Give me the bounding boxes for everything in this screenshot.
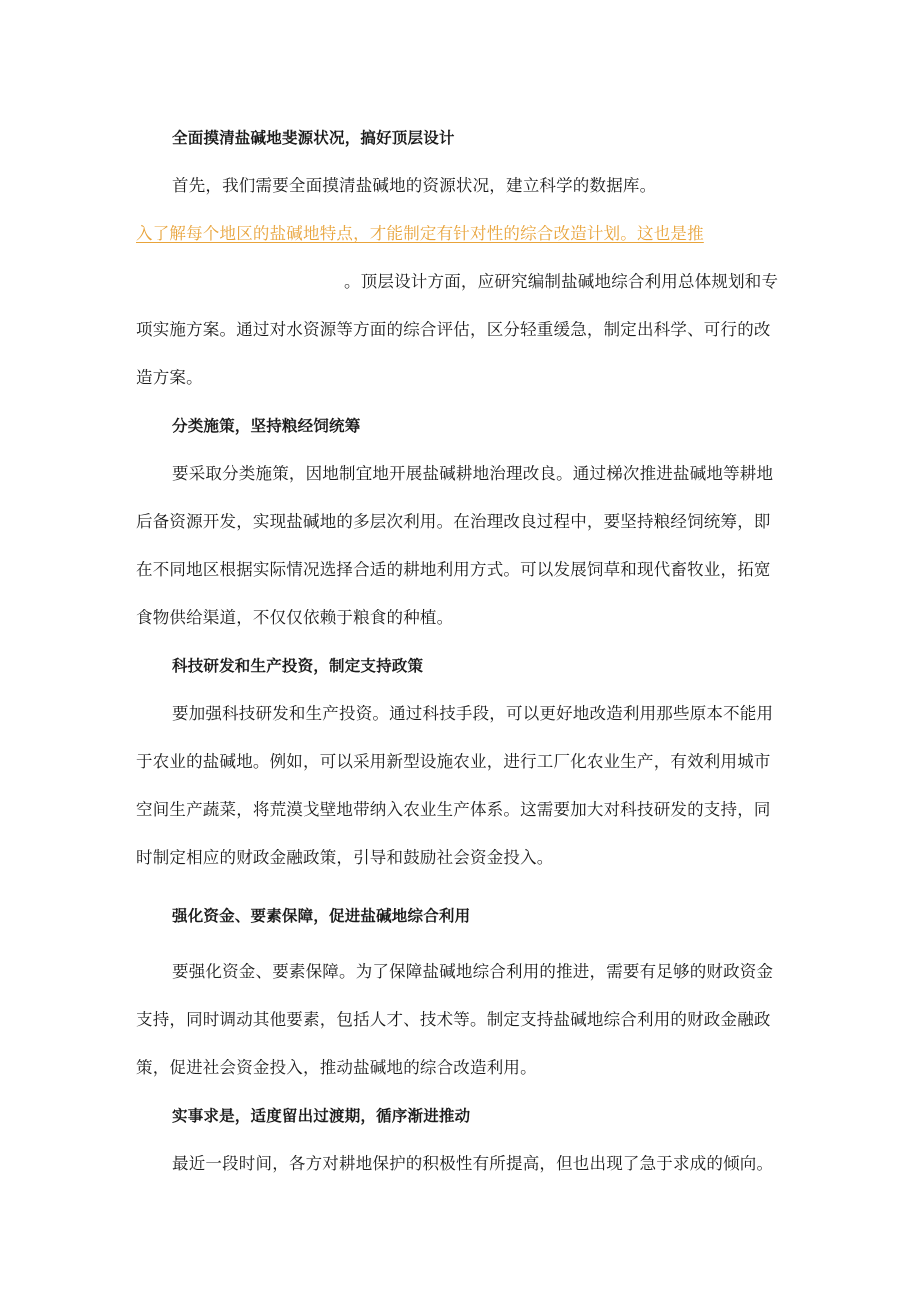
paragraph-line: 最近一段时间，各方对耕地保护的积极性有所提高，但也出现了急于求成的倾向。 <box>172 1154 774 1173</box>
section-heading-technology: 科技研发和生产投资，制定支持政策 <box>172 657 424 675</box>
paragraph-line: 时制定相应的财政金融政策，引导和鼓励社会资金投入。 <box>136 848 554 867</box>
section-heading-funding: 强化资金、要素保障，促进盐碱地综合利用 <box>172 907 471 925</box>
paragraph-line: 食物供给渠道，不仅仅依赖于粮食的种植。 <box>136 608 454 627</box>
paragraph-line: 造方案。 <box>136 368 203 387</box>
paragraph-line: 要采取分类施策，因地制宜地开展盐碱耕地治理改良。通过梯次推进盐碱地等耕地 <box>172 464 774 483</box>
section-heading-classification: 分类施策，坚持粮经饲统筹 <box>172 417 361 435</box>
section-heading-pragmatism: 实事求是，适度留出过渡期，循序渐进推动 <box>172 1107 471 1125</box>
paragraph-line: 在不同地区根据实际情况选择合适的耕地利用方式。可以发展饲草和现代畜牧业，拓宽 <box>136 560 771 579</box>
paragraph-line: 于农业的盐碱地。例如，可以采用新型设施农业，进行工厂化农业生产，有效利用城市 <box>136 752 771 771</box>
paragraph-line: 。顶层设计方面，应研究编制盐碱地综合利用总体规划和专 <box>344 272 779 291</box>
paragraph-line: 要加强科技研发和生产投资。通过科技手段，可以更好地改造利用那些原本不能用 <box>172 704 774 723</box>
paragraph-line: 空间生产蔬菜，将荒漠戈壁地带纳入农业生产体系。这需要加大对科技研发的支持，同 <box>136 800 771 819</box>
paragraph-line: 项实施方案。通过对水资源等方面的综合评估，区分轻重缓急，制定出科学、可行的改 <box>136 320 771 339</box>
paragraph-line: 首先，我们需要全面摸清盐碱地的资源状况，建立科学的数据库。 <box>172 176 657 195</box>
paragraph-line: 支持，同时调动其他要素，包括人才、技术等。制定支持盐碱地综合利用的财政金融政 <box>136 1010 771 1029</box>
paragraph-line: 要强化资金、要素保障。为了保障盐碱地综合利用的推进，需要有足够的财政资金 <box>172 962 774 981</box>
paragraph-line: 后备资源开发，实现盐碱地的多层次利用。在治理改良过程中，要坚持粮经饲统筹，即 <box>136 512 771 531</box>
paragraph-line: 策，促进社会资金投入，推动盐碱地的综合改造利用。 <box>136 1058 537 1077</box>
section-heading-survey: 全面摸清盐碱地斐源状况，搞好顶层设计 <box>172 129 455 147</box>
hyperlink-text[interactable]: 入了解每个地区的盐碱地特点，才能制定有针对性的综合改造计划。这也是推 <box>136 224 704 243</box>
